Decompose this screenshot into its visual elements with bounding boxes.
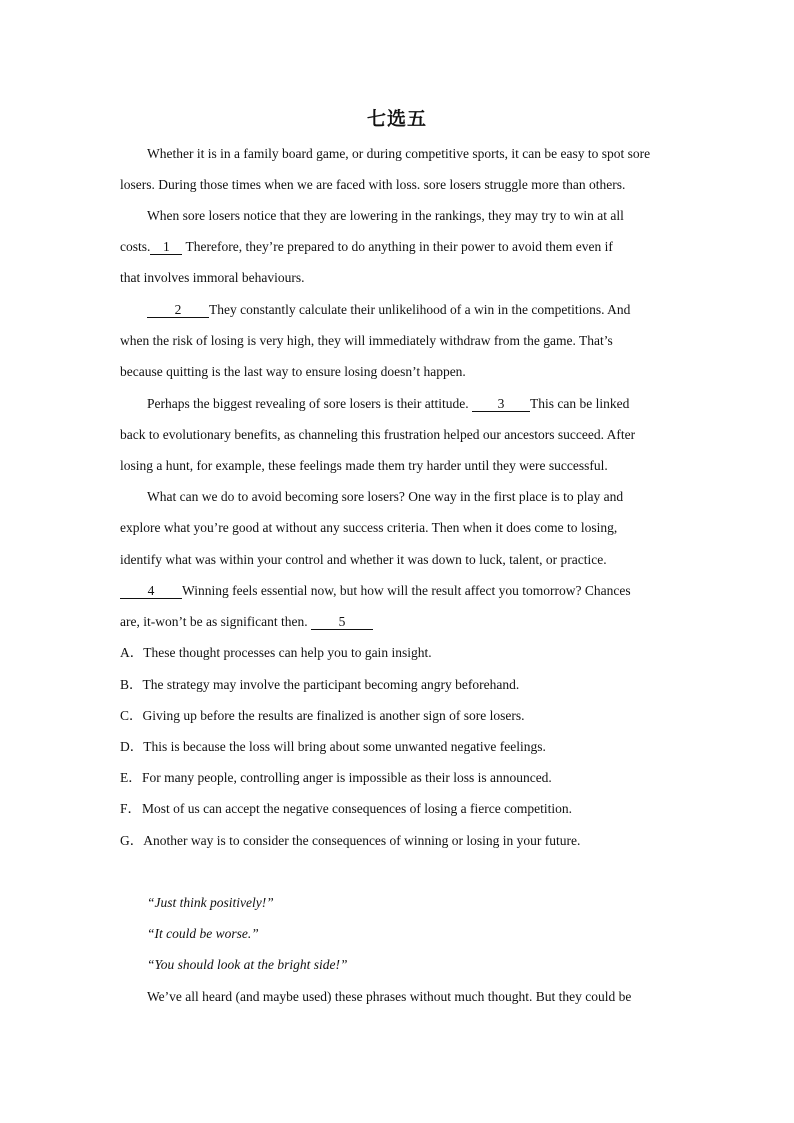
- option-label: B．: [120, 677, 143, 692]
- p1-line-1: Whether it is in a family board game, or during competitive sports, it can be easy to spot sore: [147, 146, 651, 161]
- p1-line-2: losers. During those times when we are faced with loss. sore losers struggle more than others.: [120, 177, 626, 192]
- p3-line-2: when the risk of losing is very high, they will immediately withdraw from the game. That’s: [120, 333, 613, 348]
- p2-line-3: that involves immoral behaviours.: [120, 270, 305, 285]
- quote-1: “Just think positively!”: [147, 895, 274, 910]
- p2-line-2-post: Therefore, they’re prepared to do anything in their power to avoid them even if: [182, 239, 613, 254]
- quote-2: “It could be worse.”: [147, 926, 259, 941]
- p2-line-2-pre: costs.: [120, 239, 151, 254]
- option-e: [120, 770, 552, 786]
- p5-line-4-post: Winning feels essential now, but how will the result affect you tomorrow? Chances: [182, 583, 631, 598]
- option-label: G．: [120, 833, 144, 848]
- answer-blank-3[interactable]: 3: [472, 397, 530, 412]
- p5-line-5: [120, 614, 373, 630]
- answer-blank-5[interactable]: 5: [311, 615, 373, 630]
- option-text: Another way is to consider the consequences of winning or losing in your future.: [143, 833, 581, 848]
- p5-line-2: explore what you’re good at without any success criteria. Then when it does come to losing,: [120, 520, 618, 535]
- option-f: [120, 801, 572, 817]
- option-label: F．: [120, 801, 142, 816]
- quote-3: “You should look at the bright side!”: [147, 957, 348, 972]
- p4-line-2: back to evolutionary benefits, as channeling this frustration helped our ancestors succeed. After: [120, 427, 636, 442]
- option-g: [120, 833, 580, 849]
- answer-blank-1[interactable]: 1: [150, 240, 182, 255]
- next-passage-line-1: We’ve all heard (and maybe used) these phrases without much thought. But they could be: [147, 989, 632, 1004]
- option-label: D．: [120, 739, 144, 754]
- option-c: [120, 708, 525, 724]
- p3-line-1: [147, 302, 630, 318]
- p5-line-3: identify what was within your control and whether it was down to luck, talent, or practice.: [120, 552, 607, 567]
- p4-line-1-post: This can be linked: [530, 396, 630, 411]
- option-label: A．: [120, 645, 144, 660]
- answer-blank-4[interactable]: 4: [120, 584, 182, 599]
- p5-line-5-pre: are, it-won’t be as significant then.: [120, 614, 308, 629]
- option-d: [120, 739, 546, 755]
- option-text: Giving up before the results are finalized is another sign of sore losers.: [142, 708, 525, 723]
- option-label: C．: [120, 708, 143, 723]
- p5-line-4: [120, 583, 631, 599]
- option-text: These thought processes can help you to gain insight.: [143, 645, 432, 660]
- option-text: This is because the loss will bring about some unwanted negative feelings.: [143, 739, 546, 754]
- option-label: E．: [120, 770, 142, 785]
- option-b: [120, 677, 519, 693]
- p3-line-1-post: They constantly calculate their unlikelihood of a win in the competitions. And: [209, 302, 631, 317]
- p2-line-1: When sore losers notice that they are lowering in the rankings, they may try to win at all: [147, 208, 624, 223]
- p5-line-1: What can we do to avoid becoming sore losers? One way in the first place is to play and: [147, 489, 624, 504]
- answer-blank-2[interactable]: 2: [147, 303, 209, 318]
- p2-line-2: [120, 239, 613, 255]
- p4-line-3: losing a hunt, for example, these feelings made them try harder until they were successful.: [120, 458, 608, 473]
- p4-line-1: [147, 396, 629, 412]
- option-text: The strategy may involve the participant becoming angry beforehand.: [142, 677, 520, 692]
- option-a: [120, 645, 432, 661]
- option-text: For many people, controlling anger is impossible as their loss is announced.: [142, 770, 552, 785]
- p3-line-3: because quitting is the last way to ensure losing doesn’t happen.: [120, 364, 466, 379]
- option-text: Most of us can accept the negative consequences of losing a fierce competition.: [142, 801, 572, 816]
- page-title: 七选五: [366, 108, 427, 130]
- p4-line-1-pre: Perhaps the biggest revealing of sore losers is their attitude.: [147, 396, 469, 411]
